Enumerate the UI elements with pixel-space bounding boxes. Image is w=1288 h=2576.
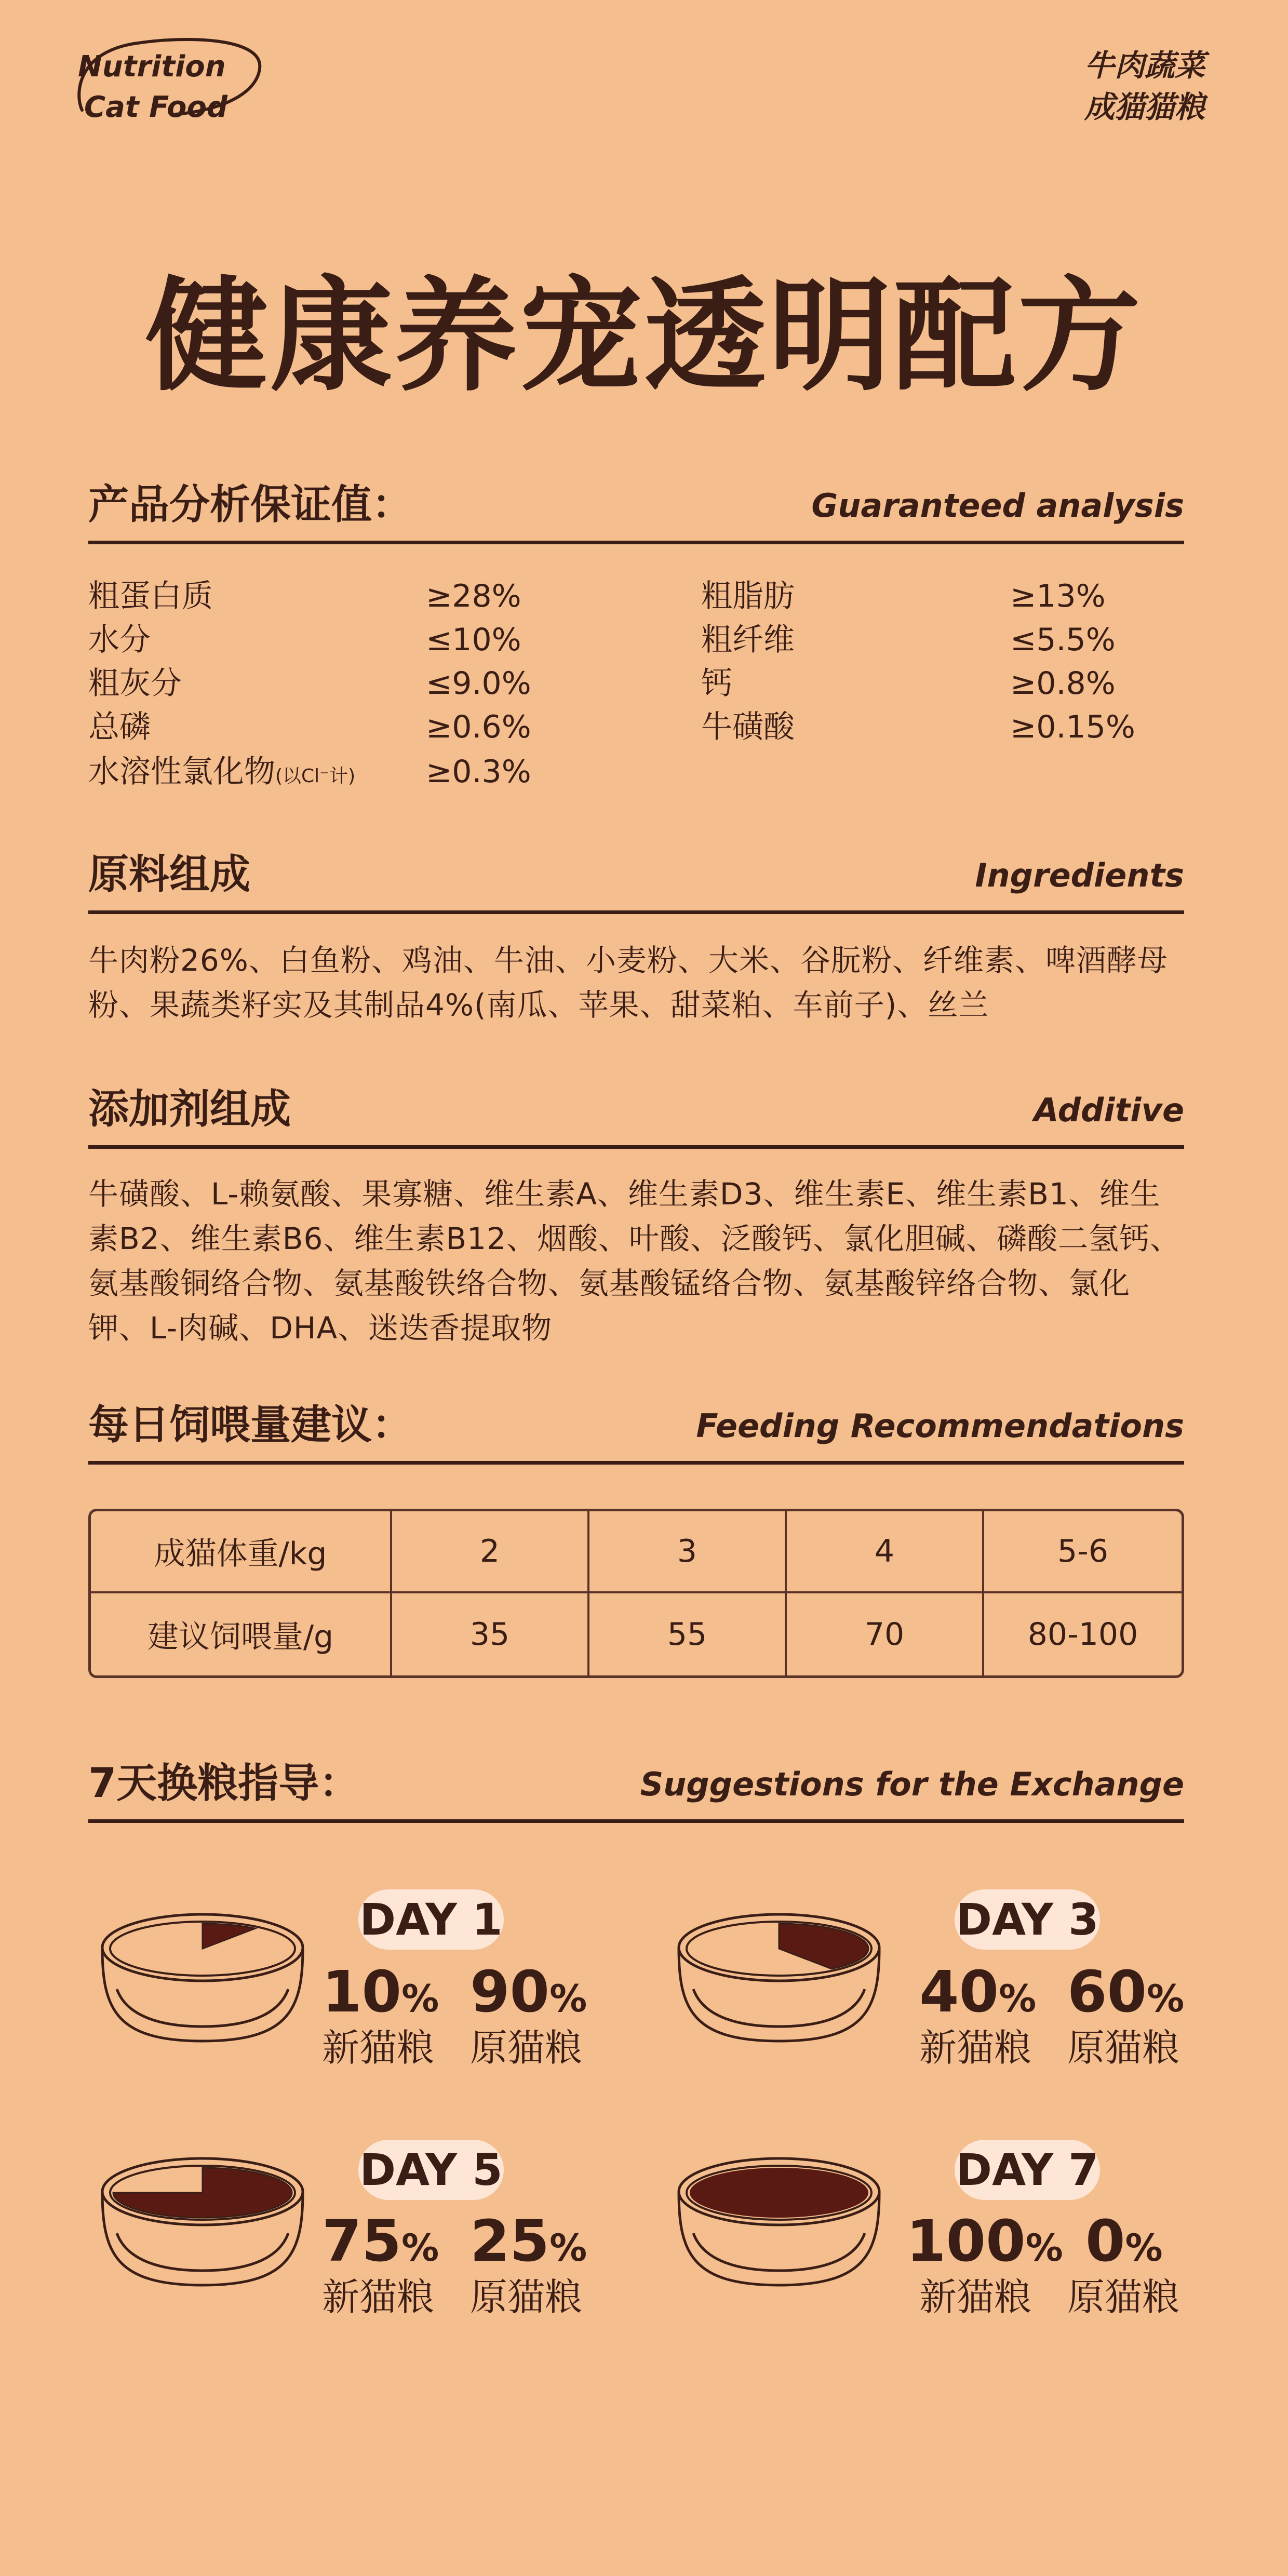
food-fill bbox=[690, 2168, 868, 2218]
table-cell: 55 bbox=[589, 1593, 787, 1675]
product-name-line-2: 成猫猫粮 bbox=[1084, 89, 1205, 125]
analysis-label: 粗纤维 bbox=[701, 622, 795, 658]
logo-line-2: Cat Food bbox=[84, 90, 228, 124]
ingredients-divider bbox=[88, 910, 1184, 914]
feeding-table bbox=[88, 1509, 1184, 1678]
analysis-label: 牛磺酸 bbox=[701, 709, 795, 745]
old-food-label: 原猫粮 bbox=[1067, 2026, 1180, 2070]
percent-unit: % bbox=[401, 1977, 439, 2020]
exchange-title-cn: 7天换粮指导： bbox=[88, 1760, 360, 1807]
exchange-header bbox=[88, 1755, 1184, 1823]
old-food-label: 原猫粮 bbox=[470, 2026, 583, 2070]
additive-title-cn: 添加剂组成 bbox=[88, 1086, 291, 1133]
old-food-label: 原猫粮 bbox=[1067, 2275, 1180, 2319]
exchange-divider bbox=[88, 1819, 1184, 1823]
day-pill: DAY 1 bbox=[358, 1889, 504, 1950]
bowl-icon bbox=[673, 1911, 886, 2051]
analysis-header bbox=[88, 477, 1184, 544]
product-name bbox=[1084, 45, 1205, 128]
feeding-title-en: Feeding Recommendations bbox=[696, 1407, 1184, 1445]
analysis-value: ≥0.6% bbox=[426, 709, 531, 745]
brand-logo bbox=[72, 32, 265, 131]
feeding-title-cn: 每日饲喂量建议： bbox=[88, 1402, 413, 1448]
table-cell: 5-6 bbox=[984, 1511, 1182, 1593]
old-food-value: 60 bbox=[1067, 1958, 1147, 2025]
ingredients-title-en: Ingredients bbox=[975, 856, 1184, 894]
table-header-cell: 成猫体重/kg bbox=[91, 1511, 392, 1593]
analysis-title-cn: 产品分析保证值： bbox=[88, 481, 413, 528]
exchange-title-en: Suggestions for the Exchange bbox=[640, 1765, 1184, 1803]
percent-unit: % bbox=[1125, 2226, 1163, 2270]
day-pill: DAY 3 bbox=[955, 1889, 1100, 1950]
bowl-icon bbox=[96, 1911, 309, 2051]
analysis-label: 钙 bbox=[701, 665, 732, 702]
ingredients-text: 牛肉粉26%、白鱼粉、鸡油、牛油、小麦粉、大米、谷朊粉、纤维素、啤酒酵母粉、果蔬类籽实及其制品4%(南瓜、苹果、甜菜粕、车前子)、丝兰 bbox=[88, 943, 1168, 1023]
product-name-line-1: 牛肉蔬菜 bbox=[1084, 48, 1205, 83]
percent-unit: % bbox=[549, 2226, 587, 2270]
old-food-percent bbox=[470, 1958, 587, 2032]
additive-divider bbox=[88, 1145, 1184, 1149]
new-food-label: 新猫粮 bbox=[322, 2275, 435, 2319]
percent-unit: % bbox=[549, 1977, 587, 2020]
new-food-label: 新猫粮 bbox=[322, 2026, 435, 2070]
analysis-label: 粗蛋白质 bbox=[88, 578, 213, 614]
old-food-value: 25 bbox=[470, 2208, 550, 2274]
percent-unit: % bbox=[1147, 1977, 1185, 2020]
table-cell: 4 bbox=[787, 1511, 984, 1593]
analysis-value: ≥0.8% bbox=[1010, 665, 1116, 702]
analysis-label: 水分 bbox=[88, 622, 151, 658]
old-food-value: 0 bbox=[1085, 2208, 1125, 2274]
percent-unit: % bbox=[401, 2226, 439, 2270]
additive-header bbox=[88, 1081, 1184, 1149]
analysis-value: ≥0.3% bbox=[426, 754, 531, 790]
ingredients-title-cn: 原料组成 bbox=[88, 851, 251, 898]
old-food-percent bbox=[470, 2207, 587, 2282]
new-food-value: 40 bbox=[919, 1958, 999, 2025]
day-pill: DAY 5 bbox=[358, 2140, 504, 2200]
percent-unit: % bbox=[1025, 2226, 1063, 2270]
old-food-value: 90 bbox=[470, 1958, 550, 2025]
hero-title: 健康养宠透明配方 bbox=[145, 265, 1143, 408]
ingredients-header bbox=[88, 847, 1184, 914]
table-cell: 35 bbox=[392, 1593, 589, 1675]
feeding-header bbox=[88, 1397, 1184, 1465]
analysis-label: 粗脂肪 bbox=[701, 578, 795, 614]
new-food-value: 75 bbox=[322, 2208, 402, 2274]
bowl-icon bbox=[673, 2155, 886, 2296]
analysis-label: 总磷 bbox=[88, 709, 151, 745]
analysis-value: ≤9.0% bbox=[426, 665, 531, 702]
table-cell: 80-100 bbox=[1027, 1616, 1138, 1653]
day-pill: DAY 7 bbox=[955, 2140, 1100, 2200]
new-food-label: 新猫粮 bbox=[919, 2026, 1032, 2070]
analysis-divider bbox=[88, 541, 1184, 544]
old-food-percent bbox=[1067, 1958, 1184, 2032]
analysis-label bbox=[88, 751, 355, 797]
table-cell: 2 bbox=[392, 1511, 589, 1593]
new-food-percent bbox=[322, 2207, 439, 2282]
feeding-divider bbox=[88, 1461, 1184, 1465]
analysis-value: ≤5.5% bbox=[1010, 622, 1116, 658]
percent-unit: % bbox=[999, 1977, 1037, 2020]
analysis-title-en: Guaranteed analysis bbox=[811, 487, 1184, 525]
new-food-percent bbox=[906, 2207, 1063, 2282]
old-food-label: 原猫粮 bbox=[470, 2275, 583, 2319]
analysis-value: ≤10% bbox=[426, 622, 521, 658]
analysis-value: ≥0.15% bbox=[1010, 709, 1135, 745]
old-food-percent bbox=[1085, 2207, 1163, 2282]
new-food-percent bbox=[919, 1958, 1036, 2032]
new-food-value: 10 bbox=[322, 1958, 402, 2025]
analysis-label-note: (以Cl⁻计) bbox=[275, 766, 356, 787]
new-food-percent bbox=[322, 1958, 439, 2032]
table-cell: 3 bbox=[589, 1511, 787, 1593]
new-food-label: 新猫粮 bbox=[919, 2275, 1032, 2319]
additive-title-en: Additive bbox=[1034, 1091, 1184, 1129]
table-cell: 70 bbox=[787, 1593, 984, 1675]
additive-text: 牛磺酸、L-赖氨酸、果寡糖、维生素A、维生素D3、维生素E、维生素B1、维生素B2、维生素B6、维生素B12、烟酸、叶酸、泛酸钙、氯化胆碱、磷酸二氢钙、氨基酸铜络合物、氨基酸铁络合物、氨基酸锰络合物、氨基酸锌络合物、氯化钾、L-肉碱、DHA、迷迭香提取物 bbox=[88, 1176, 1180, 1346]
table-header-cell: 建议饲喂量/g bbox=[91, 1593, 392, 1675]
analysis-value: ≥13% bbox=[1010, 578, 1106, 614]
bowl-icon bbox=[96, 2155, 309, 2296]
analysis-label: 粗灰分 bbox=[88, 665, 182, 702]
new-food-value: 100 bbox=[906, 2208, 1026, 2274]
analysis-value: ≥28% bbox=[426, 578, 521, 614]
logo-line-1: Nutrition bbox=[78, 50, 226, 84]
analysis-label-text: 水溶性氯化物 bbox=[88, 754, 275, 790]
